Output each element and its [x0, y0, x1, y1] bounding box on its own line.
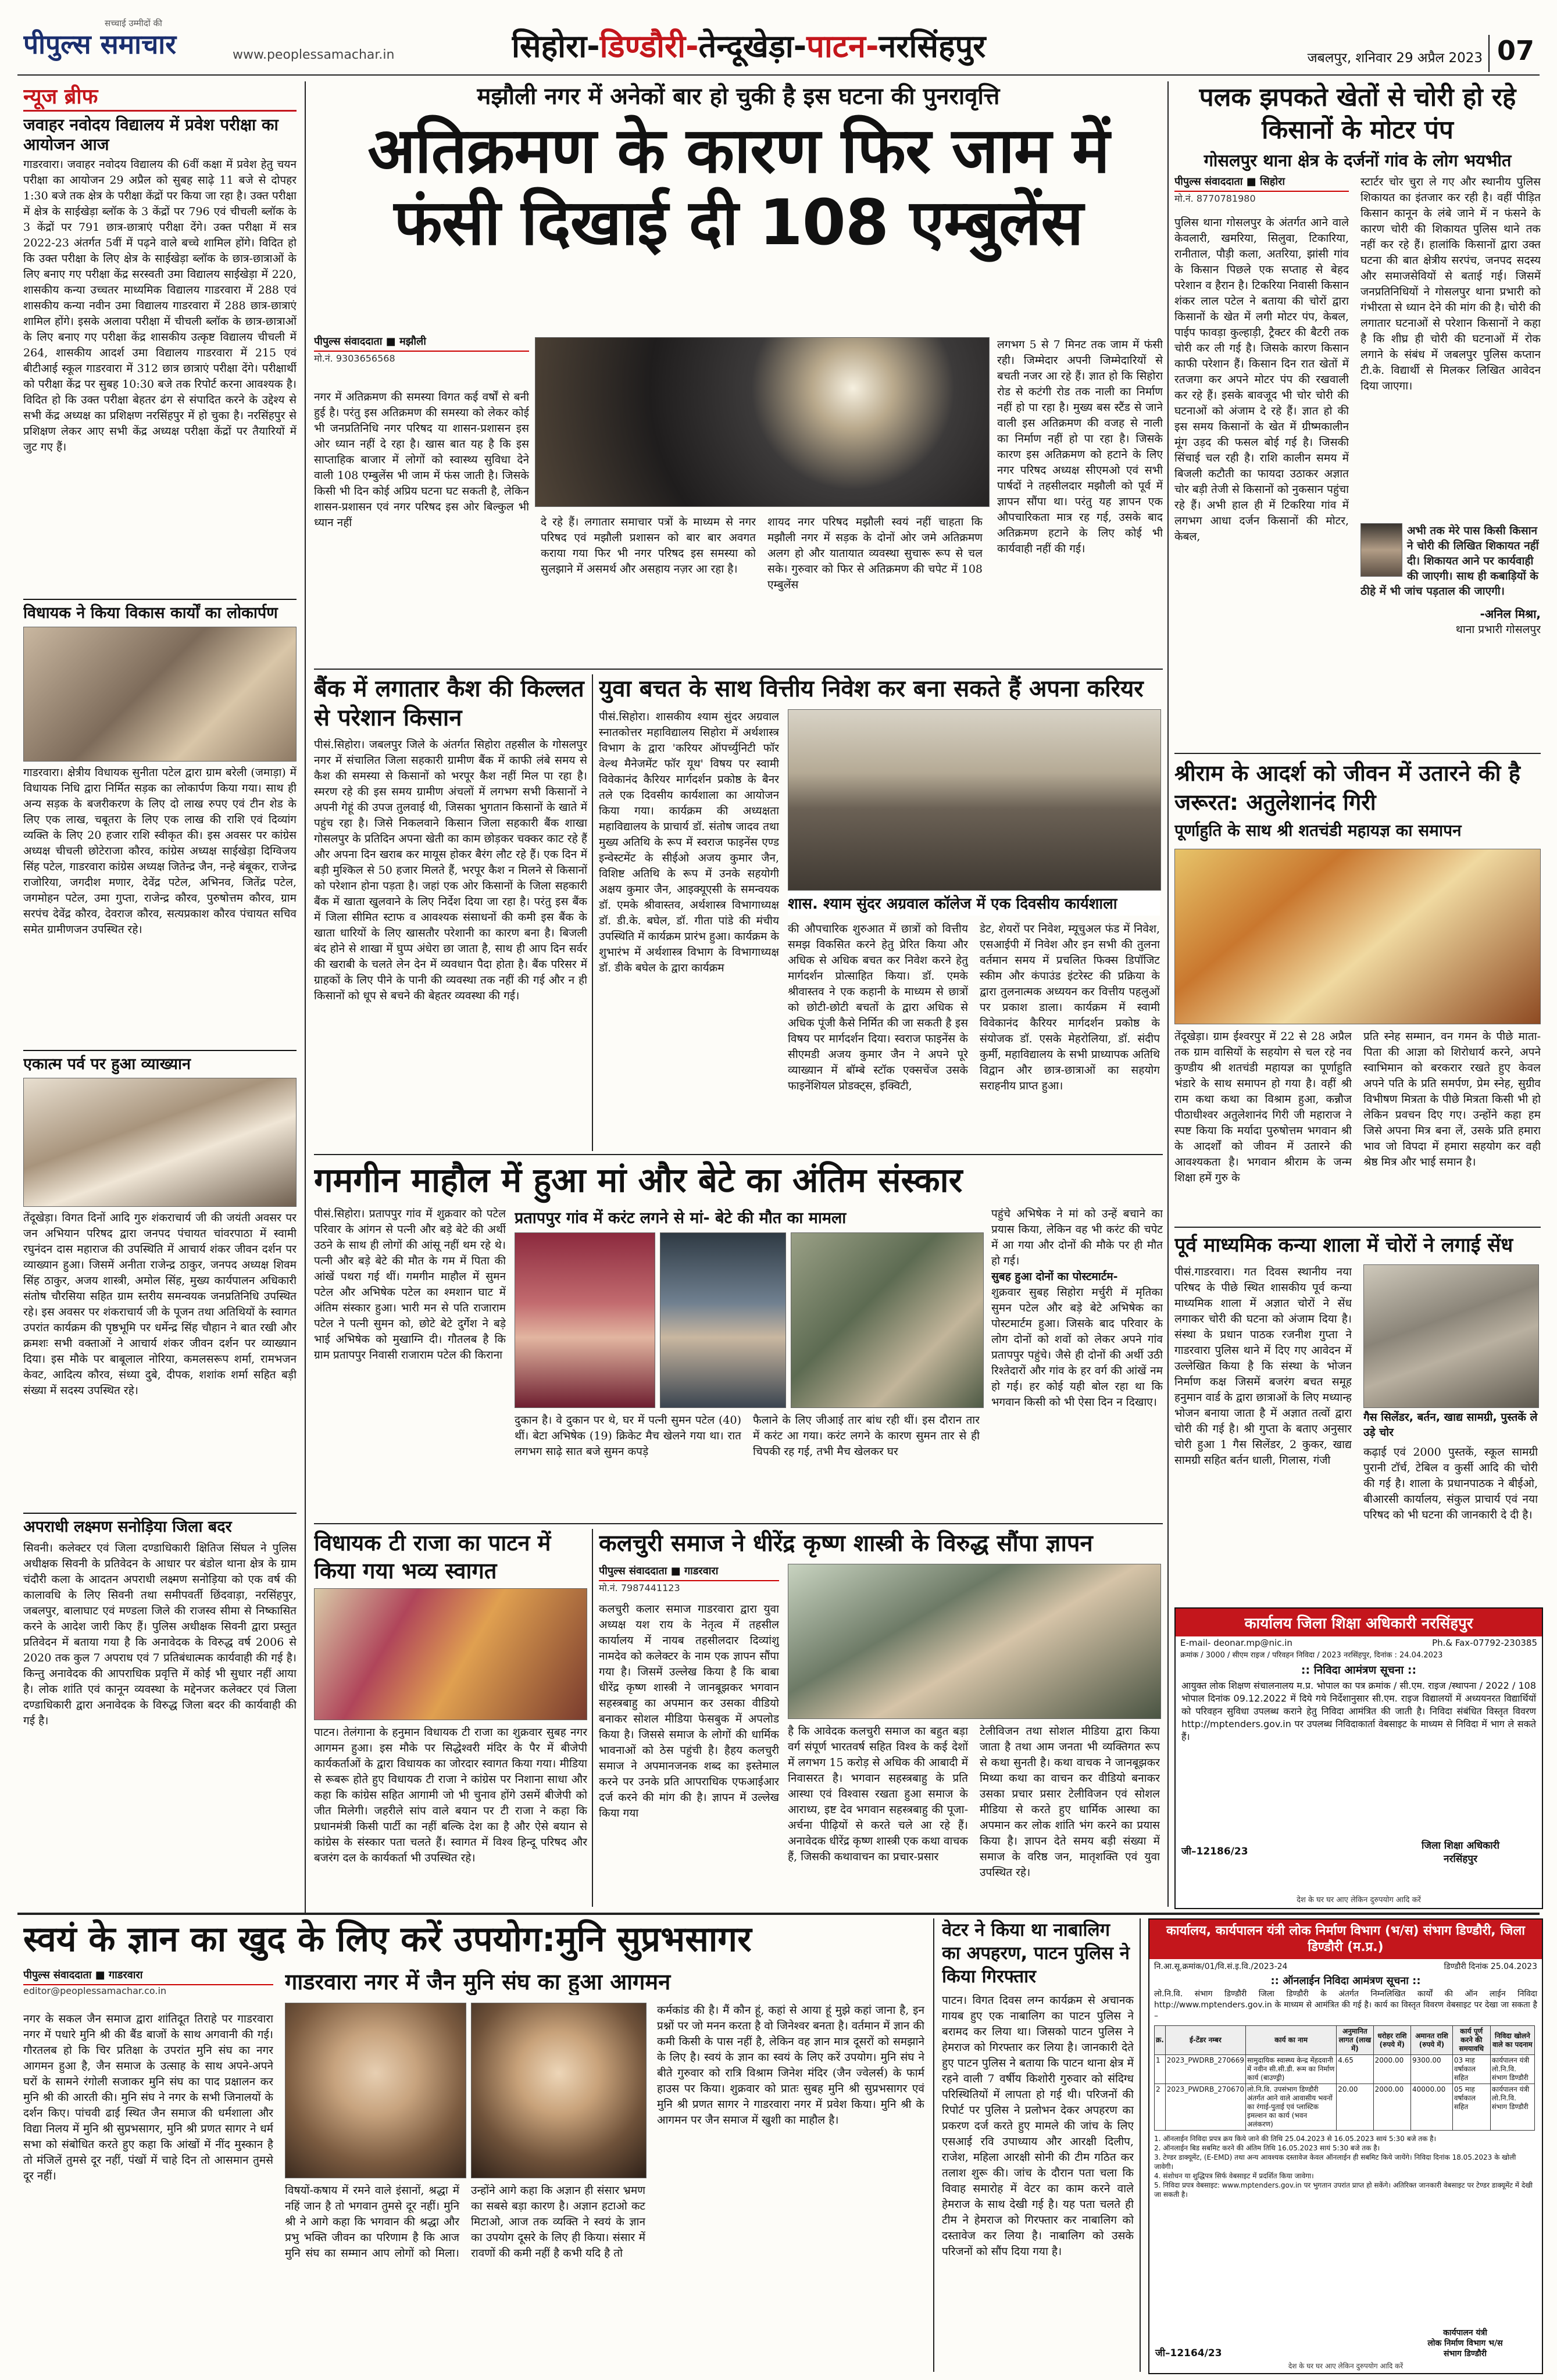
lead-story	[314, 81, 1163, 666]
bank-headline: बैंक में लगातार कैश की किल्लत से परेशान किसान	[314, 676, 584, 731]
lead-headline: अतिक्रमण के कारण फिर जाम में फंसी दिखाई दी 108 एम्बुलेंस	[367, 115, 1109, 259]
table-cell: 20.00	[1337, 2084, 1373, 2131]
inauguration-photo	[23, 627, 297, 762]
edu-ad-footer: देश के घर घर आए लेकिन दुरुपयोग आदि करें	[1297, 1896, 1421, 1904]
son-photo	[660, 1232, 786, 1408]
motor-mobile: मो.नं. 8770781980	[1174, 193, 1256, 204]
pwd-table-header-cell: क्र.	[1155, 2026, 1166, 2055]
pwd-table-header-cell: कार्य पूर्ण करने की समयावधि	[1452, 2026, 1490, 2055]
jain-byline-box	[23, 1968, 273, 2009]
pwd-table-header-cell: अमानत राशि (रुपये में)	[1411, 2026, 1453, 2055]
edu-ad-contact	[1176, 1636, 1542, 1649]
page-number: 07	[1488, 35, 1542, 72]
table-cell: 2023_PWDRB_270670	[1165, 2084, 1245, 2131]
quote-role: थाना प्रभारी गोसलपुर	[1455, 623, 1541, 636]
pwd-table-header-cell: धरोहर राशि (रुपये में)	[1373, 2026, 1410, 2055]
pwd-ad-table	[1154, 2025, 1535, 2131]
pwd-ad-title: कार्यालय, कार्यपालन यंत्री लोक निर्माण विभाग (भ/स) संभाग डिण्डौरी, जिला डिण्डौरी (म.प्र.)	[1149, 1920, 1542, 1959]
edition-title	[512, 23, 1209, 70]
motor-byline-box	[1174, 174, 1349, 209]
brief-title: विधायक ने किया विकास कार्यों का लोकार्पण	[23, 599, 297, 623]
brief-title: जवाहर नवोदय विद्यालय में प्रवेश परीक्षा का आयोजन आज	[23, 115, 278, 154]
mla-headline: विधायक टी राजा का पाटन में किया गया भव्य स्वागत	[314, 1530, 551, 1584]
column-divider	[933, 1918, 934, 2372]
kalchuri-col2: है कि आवेदक कलचुरी समाज का बहुत बड़ा वर्ग संपूर्ण भारतवर्ष सहित विश्व के कई देशों में लगभग 15 करोड़ से अधिक की आबादी में निवासरत है। भगवान सहस्त्रबाहु के प्रति आस्था एवं विश्वास रखता हुआ समाज के आराध्य, इष्ट देव भगवान सहस्त्रबाहु की पूजा-अर्चना पीढ़ियों से करते चले आ रहे हैं। अनावेदक धीरेंद्र कृष्ण शास्त्री एक कथा वाचक हैं, जिसकी कथावाचन का प्रचार-प्रसार	[788, 1725, 968, 1863]
lecture-photo	[23, 1078, 297, 1207]
table-cell: 4.65	[1337, 2055, 1373, 2084]
lead-mobile: मो.नं. 9303656568	[314, 353, 395, 364]
edition-part: नरसिंहपुर	[879, 28, 986, 65]
pwd-ad-footer: देश के घर घर आए लेकिन दुरुपयोग आदि करें	[1288, 2362, 1404, 2370]
mother-photo	[515, 1232, 655, 1408]
quote-author: -अनिल मिश्रा,	[1480, 607, 1541, 621]
police-quote-box	[1360, 523, 1541, 744]
logo-text: पीपुल्स समाचार	[23, 28, 177, 60]
school-caption: गैस सिलेंडर, बर्तन, खाद्य सामग्री, पुस्तकें ले उड़े चोर	[1363, 1411, 1538, 1439]
news-brief-heading: न्यूज ब्रीफ	[23, 81, 297, 112]
funeral-story	[314, 1160, 1163, 1520]
motor-theft-story	[1174, 81, 1541, 750]
section-rule	[314, 1523, 1163, 1524]
edu-ad-code: जी–12186/23	[1181, 1846, 1248, 1857]
kalchuri-story	[599, 1529, 1163, 1907]
table-cell: 05 माह वर्षाकाल सहित	[1452, 2084, 1490, 2131]
funeral-caption: दुकान है। वे दुकान पर थे, घर में पत्नी सुमन पटेल (40) थीं। बेटा अभिषेक (19) क्रिकेट मैच खेलने गया था। रात लगभग साढ़े सात बजे सुमन कपड़े	[515, 1414, 741, 1458]
edu-ad-email: E-mail- deonar.mp@nic.in	[1180, 1638, 1292, 1648]
table-cell: कार्यपालन यंत्री लो.नि.वि. संभाग डिण्डौरी	[1490, 2055, 1534, 2084]
pwd-ad-subtitle: :: ऑनलाईन निविदा आमंत्रण सूचना ::	[1270, 1975, 1421, 1987]
table-cell: 1	[1155, 2055, 1166, 2084]
pwd-table-header	[1155, 2026, 1535, 2055]
column-divider	[592, 1529, 593, 1907]
lead-col2: दे रहे हैं। लगातार समाचार पत्रों के माध्यम से नगर परिषद एवं मझौली प्रशासन को बार बार अवगत कराया गया फिर भी नगर परिषद इस समस्या को सुलझाने में असमर्थ और असहाय नज़र आ रहा है।	[541, 516, 756, 576]
lead-col4: लगभग 5 से 7 मिनट तक जाम में फंसी रही। जिम्मेदार अपनी जिम्मेदारियों से बचती नजर आ रहे हैं। ज्ञात हो कि सिहोरा रोड से कटंगी रोड तक नाली का निर्माण नहीं हो पा रहा है। मुख्य बस स्टैंड से जाने वाली इस अतिक्रमण की वजह से नाली का निर्माण नहीं हो पा रहा है। जिसके कारण इस अतिक्रमण को हटाने के लिए नगर परिषद अध्यक्ष सीएमओ एवं सभी पार्षदों ने तहसीलदार मझौली को पूर्व में ज्ञापन सौंपा था। परंतु यह ज्ञापन एक औपचारिकता मात्र रह गई, उसके बाद अतिक्रमण हटाने के लिए कोई भी कार्यवाही नहीं की गई।	[997, 338, 1163, 555]
edition-part: डिण्डौरी-	[599, 28, 699, 65]
minor-story	[942, 1918, 1134, 2372]
pwd-note: 1. ऑनलाईन निविदा प्रपत्र क्रय किये जाने की तिथि 25.04.2023 से 16.05.2023 सायं 5:30 बजे तक है।	[1154, 2135, 1437, 2143]
table-cell: 2	[1155, 2084, 1166, 2131]
mla-photo	[314, 1588, 587, 1720]
pwd-table-header-cell: ई-टेंडर नम्बर	[1165, 2026, 1245, 2055]
pwd-signature-sub: लोक निर्माण विभाग भ/स	[1427, 2339, 1503, 2348]
motor-subhead: गोसलपुर थाना क्षेत्र के दर्जनों गांव के लोग भयभीत	[1204, 151, 1512, 170]
muni-photo-1	[285, 2003, 466, 2178]
muni-photo-2	[471, 2003, 647, 2178]
table-cell: 2023_PWDRB_270669	[1165, 2055, 1245, 2084]
shriram-col1: तेंदूखेड़ा। ग्राम ईश्वरपुर में 22 से 28 अप्रैल तक ग्राम वासियों के सहयोग से चल रहे नव कुण्डीय श्री शतचंडी महायज्ञ का पूर्णाहुति भंडारे के साथ समापन हो गया है। वहीं श्री राम कथा कथा का विश्राम हुआ, कन्नौज पीठाधीश्वर अतुलेशानंद गिरी जी महाराज ने स्पष्ट किया कि मर्यादा पुरुषोत्तम भगवान श्री के आदर्शों को जीवन में उतारने की आवश्यकता है। भगवान श्रीराम के जन्म शिक्षा हमें गुरु के	[1174, 1030, 1352, 1184]
workshop-photo	[788, 709, 1161, 891]
bank-story	[314, 674, 587, 1151]
website[interactable]: www.peoplessamachar.in	[233, 48, 395, 62]
minor-headline: वेटर ने किया था नाबालिग का अपहरण, पाटन पुलिस ने किया गिरफ्तार	[942, 1920, 1130, 1987]
youth-headline: युवा बचत के साथ वित्तीय निवेश कर बना सकते हैं अपना करियर	[599, 676, 1144, 702]
pwd-table-header-cell: अनुमानित लागत (लाख में)	[1337, 2026, 1373, 2055]
edition-part: पाटन-	[806, 28, 879, 65]
edition-part: सिहोरा-	[512, 28, 600, 65]
pwd-ad-ref: नि.आ.सू.क्रमांक/01/वि.सं.इ.वि./2023-24	[1154, 1962, 1288, 1971]
edu-ad-text: आयुक्त लोक शिक्षण संचालनालय म.प्र. भोपाल का पत्र क्रमांक / सी.एम. राइज /स्थापना / 2022 / 108 भोपाल दिनांक 09.12.2022 में दिये गये निर्देशानुसार सी.एम. राइज विद्यालयों में अध्ययनरत विद्यार्थियों को परिवहन सुविधा उपलब्ध कराने हेतु निविदा आमंत्रित की जाती है। निविदा संबंधित विस्तृत विवरण http://mptenders.gov.in पर उपलब्ध निविदाकार्ता वेबसाइट के माध्यम से निविदा में भाग ले सकते हैं।	[1181, 1680, 1536, 1742]
shriram-col2: प्रति स्नेह सम्मान, वन गमन के पीछे माता-पिता की आज्ञा को शिरोधार्य करने, अपने स्वाभिमान को बरकरार रखते हुए केवल अपने पति के प्रति समर्पण, प्रेम स्नेह, सुग्रीव विभीषण मित्रता के पीछे मित्रता किसी भी हो लेकिन प्रवचन दिए गए। उन्होंने कहा हम जिसे अपना मित्र बना लें, उसके प्रति हमारा भाव जो विपदा में हमारा सहयोग कर वही श्रेष्ठ मित्र और भाई समान है।	[1363, 1030, 1541, 1168]
funeral-caption2: फैलाने के लिए जीआई तार बांध रही थीं। इस दौरान तार में करंट आ गया। करंट लगने के कारण सुमन तार से ही चिपकी रह गई, तभी मैच खेलकर घर	[753, 1414, 980, 1458]
jain-headline: स्वयं के ज्ञान का खुद के लिए करें उपयोग:मुनि सुप्रभसागर	[23, 1919, 752, 1960]
school-photo	[1363, 1264, 1539, 1408]
kalchuri-mobile: मो.नं. 7987441123	[599, 1582, 680, 1593]
youth-col1: पीसं.सिहोरा। शासकीय श्याम सुंदर अग्रवाल स्नातकोत्तर महाविद्यालय सिहोरा में अर्थशास्त्र विभाग के द्वारा 'करियर ऑपर्च्युनिटी फॉर वेल्थ मैनेजमेंट फॉर यूथ' विषय पर स्वामी विवेकानंद कैरियर मार्गदर्शन प्रकोष्ठ के बैनर तले एक दिवसीय कार्यशाला का आयोजन किया गया। कार्यक्रम की अध्यक्षता महाविद्यालय के प्राचार्य डॉ. संतोष जादव तथा मुख्य अतिथि के रूप में स्वराज फाइनेंस एण्ड इन्वेस्टमेंट के सीईओ अजय कुमार जैन, विशिष्ट अतिथि के रूप में उनके सहयोगी अक्षय कुमार जैन, आइक्यूएसी के समन्वयक डॉ. एमके श्रीवास्तव, अर्थशास्त्र विभागाध्यक्ष डॉ. डी.के. बघेल, डॉ. गीता पांडे की मंचीय उपस्थिति में कार्यक्रम प्रारंभ हुआ। कार्यक्रम के शुभारंभ में अर्थशास्त्र विभाग के विभागाध्यक्ष डॉ. डीके बघेल के द्वारा कार्यक्रम	[599, 710, 779, 974]
mla-story	[314, 1529, 587, 1907]
shriram-story	[1174, 759, 1541, 1224]
masthead	[0, 0, 1557, 76]
brief-text: तेंदूखेड़ा। विगत दिनों आदि गुरु शंकराचार्य जी की जयंती अवसर पर जन अभियान परिषद द्वारा जनपद पंचायत चांवरपाठा में स्वामी रघुनंदन दास महाराज की उपस्थिति में आचार्य शंकर जीवन दर्शन पर व्याख्यान हुआ। जिसमें अनीता राजेन्द्र ठाकुर, जनपद अध्यक्ष शिवम सिंह ठाकुर, अजय शास्त्री, अमोल सिंह, मुख्य कार्यपालन अधिकारी संतोष चौरसिया सहित ग्राम स्तरीय समन्वयक जनप्रतिनिधि उपस्थित रहे। इस अवसर पर शंकराचार्य जी के पूजन तथा अतिथियों के स्वागत उपरांत कार्यक्रम की पृष्ठभूमि पर धर्मेन्द्र सिंह चौहान ने बात रखी और क्रमशः सभी वक्ताओं ने आचार्य शंकर जीवन दर्शन पर व्याख्यान दिया। इस मौके पर बाबूलाल नोरिया, कमलसरूप शर्मा, रामभजन केवट, आदित्य कौरव, संध्या दुबे, दीपक, शशांक शर्मा सहित बड़ी संख्या में सदस्य उपस्थित रहे।	[23, 1212, 297, 1397]
lead-col3: शायद नगर परिषद मझौली स्वयं नहीं चाहता कि मझौली नगर में सड़क के दोनों ओर जमे अतिक्रमण अलग हो और यातायात व्यवस्था सुचारू रूप से चल सके। गुरुवार को फिर से अतिक्रमण की चपेट में 108 एम्बुलेंस	[767, 516, 983, 591]
table-cell: 2000.00	[1373, 2055, 1410, 2084]
motor-col1: पुलिस थाना गोसलपुर के अंतर्गत आने वाले केवलारी, खमरिया, सिलुवा, टिकारिया, रानीताल, पौड़ी कला, अतरिया, झांसी गांव के किसान पिछले एक सप्ताह से बेहद परेशान व हैरान है। टिकरिया निवासी किसान शंकर लाल पटेल ने बताया की चोरों द्वारा किसानों के खेत में लगी मोटर पंप, केबल, पाईप फावड़ा कुल्हाड़ी, ट्रैक्टर की बैटरी तक चोरी कर ली गई है। जिसके कारण किसान काफी परेशान हैं। किसान दिन रात खेतों में रतजगा कर अपने मोटर पंप की रखवाली कर रहे हैं। इसके बावजूद भी चोर चोरी की घटनाओं को अंजाम दे रहे हैं। ज्ञात हो की इस समय किसानों के खेत में ग्रीष्मकालीन मूंग उड़द की फसल बोई गई है। जिसकी सिंचाई चल रही है। राशि कालीन समय में बिजली कटौती का फायदा उठाकर अज्ञात चोर बड़ी तेजी से किसानों को नुकसान पहुंचा रहे हैं। अभी हाल ही में टिकरिया गांव में लगभग आधा दर्जन किसानों की मोटर, केबल,	[1174, 216, 1349, 543]
pwd-ad-meta	[1149, 1959, 1542, 1974]
shriram-subhead: पूर्णाहुति के साथ श्री शतचंडी महायज्ञ का समापन	[1174, 821, 1462, 840]
kalchuri-byline-box	[599, 1564, 779, 1599]
shriram-headline: श्रीराम के आदर्श को जीवन में उतारने की है जरूरत: अतुलेशानंद गिरी	[1174, 760, 1520, 815]
news-brief-column	[23, 81, 297, 1913]
table-cell: लो.नि.वि. उपसंभाग डिण्डौरी अंतर्गत आने वाले आवासीय भवनों का रंगाई-पुताई एवं प्लास्टिक इमल्शन का कार्य (भवन अलंकरण)	[1246, 2084, 1337, 2131]
pwd-signature-title: कार्यपालन यंत्री	[1443, 2328, 1487, 2338]
jain-email[interactable]: editor@peoplessamachar.co.in	[23, 1985, 167, 1996]
funeral-col3b-text: शुक्रवार सुबह सिहोरा मर्चुरी में मृतिका सुमन पटेल और बड़े बेटे अभिषेक का पोस्टमार्टम हुआ। जिसके बाद परिवार के लोग दोनों को शवों को लेकर अपने गांव प्रतापपुर पहुंचे। जैसे ही दोनों की अर्थी उठी रिश्तेदारों और गांव के हर वर्ग की आंखें नम हो गई। हर कोई यही बोल रहा था कि भगवान किसी को भी ऐसा दिन न दिखाए।	[991, 1286, 1163, 1409]
kalchuri-col3: टेलीविजन तथा सोशल मीडिया द्वारा किया जाता है तथा आम जनता भी व्यक्तिगत रूप से कथा सुनती है। कथा वाचक ने जानबूझकर मिथ्या कथा का वाचन कर वीडियो बनाकर उसका प्रचार प्रसार टेलीविजन एवं सोशल मीडिया से करते हुए धार्मिक आस्था का अपमान कर लोक शांति भंग करने का प्रयास किया है। ज्ञापन देते समय बड़ी संख्या में समाज के वरिष्ठ जन, मातृशक्ति एवं युवा उपस्थित रहे।	[980, 1725, 1160, 1879]
pwd-note: 3. टेण्डर डाक्यूमेंट, (E-EMD) तथा अन्य आवश्यक दस्तावेज केवल ऑनलाईन ही सबमिट किये जायेंगे। निविदा दिनांक 18.05.2023 के खोली जावेगी।	[1154, 2153, 1516, 2171]
mla-text: पाटन। तेलंगाना के हनुमान विधायक टी राजा का शुक्रवार सुबह नगर आगमन हुआ। इस मौके पर सिद्धेश्वरी मंदिर के पैर में बीजेपी कार्यकर्ताओं के द्वारा विधायक का जोरदार स्वागत किया गया। मीडिया से रूबरू होते हुए विधायक टी राजा ने कांग्रेस पर निशाना साधा और कहा कि कांग्रेस सहित आगामी जो भी चुनाव होंगे उसमें बीजेपी को जीत मिलेगी। जहरीले सांप वाले बयान पर टी राजा ने कहा कि प्रधानमंत्री किसी पार्टी का नहीं बल्कि देश का है और ऐसे बयान से कांग्रेस के संस्कार पता चलते हैं। स्वागत में विश्व हिन्दू परिषद और बजरंग दल के कार्यकर्ता भी उपस्थित रहे।	[314, 1726, 587, 1864]
motor-headline: पलक झपकते खेतों से चोरी हो रहे किसानों के मोटर पंप	[1199, 83, 1516, 145]
bottom-section-rule	[17, 1913, 1540, 1915]
column-divider	[592, 674, 593, 1151]
logo	[23, 17, 233, 64]
column-divider	[305, 81, 306, 1913]
masthead-rule	[17, 74, 1540, 76]
brief-title: अपराधी लक्ष्मण सनोड़िया जिला बदर	[23, 1513, 297, 1537]
column-divider	[1167, 81, 1169, 1907]
kalchuri-headline: कलचुरी समाज ने धीरेंद्र कृष्ण शास्त्री के विरुद्ध सौंपा ज्ञापन	[599, 1530, 1093, 1557]
pwd-note: 4. संशोधन या शुद्धिपत्र सिर्फ वेबसाइट में प्रदर्शित किया जावेगा।	[1154, 2172, 1314, 2180]
pwd-ad-date: डिण्डौरी दिनांक 25.04.2023	[1444, 1962, 1537, 1971]
kalchuri-byline: पीपुल्स संवाददाता ■ गाडरवारा	[599, 1564, 779, 1581]
lead-col1: नगर में अतिक्रमण की समस्या विगत कई वर्षों से बनी हुई है। परंतु इस अतिक्रमण की समस्या को लेकर कोई भी जनप्रतिनिधि नगर परिषद या शासन-प्रशासन इस ओर ध्यान नहीं दे रहा है। खास बात यह है कि इस साप्ताहिक बाजार में लोगों को स्वास्थ्य सुविधा देने वाली 108 एम्बुलेंस भी जाम में फंस जाती है। जिसके किसी भी दिन कोई अप्रिय घटना घट सकती है, लेकिन शासन-प्रशासन एवं नगर परिषद इस ओर बिल्कुल भी ध्यान नहीं	[314, 391, 529, 529]
pwd-tender-ad	[1148, 1918, 1543, 2374]
jain-col1: नगर के सकल जैन समाज द्वारा शांतिदूत तिराहे पर गाडरवारा नगर में पधारे मुनि श्री की बैंड बाजों के साथ अगवानी की गई। गौरतलब हो कि चिर प्रतिक्षा के उपरांत मुनि संघ का नगर आगमन हुआ है, जैन समाज के उत्साह के साथ अपने-अपने घरों के सामने रंगोली सजाकर मुनि संघ का पाद प्रक्षालन कर मुनि श्री की आरती की। मुनि संघ ने नगर के सभी जिनालयों के दर्शन किए। पांचवी ढाई स्थित जैन समाज की धर्मशाला और विद्या निलय में मुनि श्री सुप्रभसागर, मुनि श्री प्रणत सागर ने धर्म सभा को संबोधित करते हुए कहा कि आंखों में नींद मुस्कान है तो मंजिलें तुमसे दूर नहीं, पंखों में चाहे दिन तो आसमान तुमसे दूर नहीं।	[23, 2013, 273, 2182]
edu-ad-phone: Ph.& Fax-07792-230385	[1432, 1638, 1537, 1648]
kalchuri-col1-text: कलचुरी कलार समाज गाडरवारा द्वारा युवा अध्यक्ष यश राय के नेतृत्व में तहसील कार्यालय में नायब तहसीलदार दिव्यांशु नामदेव को कलेक्टर के नाम एक ज्ञापन सौंपा गया है। जिसमें उल्लेख किया है कि बाबा धीरेंद्र कृष्ण शास्त्री ने जानबूझकर भगवान सहस्त्रबाहु का अपमान कर उसका वीडियो बनाकर सोशल मीडिया फेसबुक में अपलोड किया है। जिससे समाज के लोगों की धार्मिक भावनाओं को ठेस पहुंची है। हैहय कलचुरी समाज ने अपमानजनक शब्द का इस्तेमाल करने पर उनके प्रति आपराधिक एफआईआर दर्ज करने की मांग की है।	[599, 1603, 779, 1804]
section-rule	[1174, 1227, 1541, 1228]
funeral-subhead: प्रतापपुर गांव में करंट लगने से मां- बेटे की मौत का मामला	[515, 1209, 847, 1227]
brief-text: सिवनी। कलेक्टर एवं जिला दण्डाधिकारी क्षितिज सिंघल ने पुलिस अधीक्षक सिवनी के प्रतिवेदन के आधार पर बंडोल थाना क्षेत्र के ग्राम चंदौरी कला के आदतन अपराधी लक्ष्मण सनोड़िया को एक वर्ष की कालावधि के लिए सिवनी तथा समीपवर्ती छिंदवाड़ा, नरसिंहपुर, जबलपुर, बालाघाट एवं मण्डला जिले की राजस्व सीमा से निष्कासित करने के आदेश जारी किए हैं। पुलिस अधीक्षक सिवनी द्वारा प्रस्तुत प्रतिवेदन में बताया गया है कि अनावेदक के विरुद्ध वर्ष 2006 से 2020 तक कुल 7 अपराध एवं 7 प्रतिबंधात्मक कार्यवाही की गई है। किन्तु अनावेदक की आपराधिक प्रवृत्ति में कोई भी सुधार नहीं आया है। लोक शांति एवं कानून व्यवस्था के मद्देनजर कलेक्टर एवं जिला दण्डाधिकारी द्वारा अनावेदक के विरुद्ध जिला बदर की कार्यवाही की गई है।	[23, 1542, 297, 1727]
minor-text: पाटन। विगत दिवस लग्न कार्यक्रम से अचानक गायब हुए एक नाबालिग का पाटन पुलिस ने बरामद कर लिया था। जिसको पाटन पुलिस ने हेमराज को गिरफ्तार कर लिया है। जानकारी देते हुए पाटन पुलिस ने बताया कि पाटन थाना क्षेत्र में रहने वाली 7 वर्षीय किशोरी गुरुवार को संदिग्ध परिस्थितियों में लापता हो गई थी। परिजनों की रिपोर्ट पर पुलिस ने प्रलोभन देकर अपहरण का प्रकरण दर्ज करते हुए मामले की जांच के लिए एसआई रवि उपाध्याय और आरक्षी दिलीप, राजेश, महिला आरक्षी सोनी की टीम गठित कर तलाश शुरू की। जांच के दौरान पता चला कि विवाह समारोह में वेटर का काम करने वाले हेमराज के साथ देखी गई है। यह पता चलते ही टीम ने हेमराज को गिरफ्तार कर नाबालिग को दस्तावेज कर लिया है। नाबालिग को उसके परिजनों को सौंप दिया गया है।	[942, 1994, 1134, 2258]
table-row	[1155, 2084, 1535, 2131]
funeral-col1: पीसं.सिहोरा। प्रतापपुर गांव में शुक्रवार को पटेल परिवार के आंगन से पत्नी और बड़े बेटे की अर्थी उठने के साथ ही लोगों की आंसू नहीं थम रहे थे। पत्नी और बड़े बेटे की मौत के गम में पिता की आंखें पथरा गई थीं। गमगीन माहौल में सुमन पटेल और अभिषेक पटेल का श्मशान घाट में अंतिम संस्कार हुआ। भारी मन से पति राजाराम पटेल ने पत्नी सुमन को, छोटे बेटे दुर्गेश ने बड़े भाई अभिषेक को मुखाग्नि दी। गौतलब है कि ग्राम प्रतापपुर निवासी राजाराम पटेल की किराना	[314, 1207, 506, 1361]
edu-ad-signature-title: जिला शिक्षा अधिकारी	[1422, 1840, 1499, 1852]
pwd-signature-place: संभाग डिण्डौरी	[1444, 2349, 1487, 2358]
jain-subhead: गाडरवारा नगर में जैन मुनि संघ का हुआ आगमन	[285, 1969, 671, 1995]
brief-title: एकात्म पर्व पर हुआ व्याख्यान	[23, 1050, 297, 1074]
brief-text: गाडरवारा। जवाहर नवोदय विद्यालय की 6वीं कक्षा में प्रवेश हेतु चयन परीक्षा का आयोजन 29 अप्रैल को सुबह साढ़े 11 बजे से दोपहर 1:30 बजे तक क्षेत्र के परीक्षा केंद्रों पर किया जा रहा है। उक्त परीक्षा में क्षेत्र के साईखेड़ा ब्लॉक के 3 केंद्रों पर 796 एवं चीचली ब्लॉक के 3 केंद्रों पर 791 छात्र-छात्राएं परीक्षा देंगे। उक्त परीक्षा में सत्र 2022-23 अंतर्गत 5वीं में पढ़ने वाले बच्चे शामिल होंगे। विदित हो कि उक्त परीक्षा के लिए क्षेत्र के साईखेड़ा ब्लॉक के छात्र-छात्राओं के लिए बनाए गए परीक्षा केंद्र सरस्वती उमा विद्यालय साईखेड़ा में 220, शासकीय कन्या उच्चतर माध्यमिक विद्यालय गाडरवारा में 288 एवं शासकीय कन्या नवीन उमा विद्यालय गाडरवारा में 288 छात्र-छात्राएं शामिल होंगे। इसके अलावा परीक्षा में चीचली ब्लॉक के छात्र-छात्राओं के लिए बनाए गए परीक्षा केंद्र शासकीय उत्कृष्ट विद्यालय चीचली में 264, शासकीय आदर्श उमा विद्यालय गाडरवारा में 215 एवं बीटीआई स्कूल गाडरवारा में 312 छात्र छात्राएं परीक्षा देंगे। परीक्षार्थी को परीक्षा केंद्र पर सुबह 10:30 बजे तक रिपोर्ट करना आवश्यक है। विदित हो कि उक्त परीक्षा बेहतर ढंग से संपादित करने के उद्देश्य से सभी केंद्र अध्यक्ष का प्रशिक्षण नरसिंहपुर में हो चुका है। नरसिंहपुर से प्रशिक्षण लेकर आए सभी केंद्र अध्यक्ष परीक्षा केंद्रों पर तैयारियों में जुट गए हैं।	[23, 158, 297, 453]
dateline: जबलपुर, शनिवार 29 अप्रैल 2023	[1307, 51, 1483, 66]
table-cell: 40000.00	[1411, 2084, 1453, 2131]
table-cell: 9300.00	[1411, 2055, 1453, 2084]
brief-text: गाडरवारा। क्षेत्रीय विधायक सुनीता पटेल द्वारा ग्राम बरेली (जमाड़ा) में विधायक निधि द्वारा निर्मित सड़क का लोकार्पण किया गया। साथ ही अन्य सड़क के बजरीकरण के लिए दो लाख रुपए एवं टीन शेड के लिए एक लाख, चबूतरा के लिए एक लाख की राशि एवं दिव्यांग व्यक्ति के लिए 20 हजार राशि स्वीकृत की। इस अवसर पर कांग्रेस अध्यक्ष चीचली छोटेराजा कौरव, कांग्रेस अध्यक्ष साईखेड़ा दिग्विजय सिंह पटेल, गाडरवारा कांग्रेस अध्यक्ष जितेन्द्र जैन, नन्हे बंबूकर, राजेन्द्र राजोरिया, जगदीश मणार, देवेंद्र पटेल, अभिनव, जितेंद्र पटेल, जगमोहन पटेल, उमा गुप्ता, राजेन्द्र कौरव, पुरुषोत्तम कौरव, ग्राम सरपंच देवेंद्र कौरव, देवराज कौरव, सत्यप्रकाश कौरव पंचायत सचिव समेत ग्रामीणजन उपस्थित रहे।	[23, 766, 297, 936]
lead-byline: पीपुल्स संवाददाता ■ मझौली	[314, 334, 529, 352]
school-col1: पीसं.गाडरवारा। गत दिवस स्थानीय नया परिषद के पीछे स्थित शासकीय पूर्व कन्या माध्यमिक शाला में अज्ञात चोरों ने सेंध लगाकर चोरी की घटना को अंजाम दिया है। संस्था के प्रधान पाठक रजनीश गुप्ता ने गाडरवारा पुलिस थाने में दिए गए आवेदन में उल्लेखित किया है कि संस्था के भोजन निर्माण कक्ष जिसमें बजरंग बचत समूह हनुमान वार्ड के द्वारा छात्राओं के लिए मध्यान्ह भोजन बनाया जाता है में अज्ञात तत्वों द्वारा चोरी की गई है। श्री गुप्ता के बताए अनुसार चोरी हुआ 1 गैस सिलेंडर, 2 कुकर, खाद्य सामग्री सहित बर्तन धाली, गिलास, गंजी	[1174, 1266, 1352, 1467]
memorandum-photo	[788, 1564, 1161, 1719]
funeral-subsection-title: सुबह हुआ दोनों का पोस्टमार्टम-	[991, 1270, 1118, 1283]
yagya-photo	[1174, 849, 1541, 1024]
column-divider	[1140, 1918, 1141, 2372]
education-tender-ad	[1174, 1607, 1543, 1909]
funeral-col3	[991, 1206, 1163, 1517]
school-theft-story	[1174, 1232, 1541, 1604]
pwd-ad-notes	[1149, 2133, 1542, 2200]
lead-kicker: मझौली नगर में अनेकों बार हो चुकी है इस घटना की पुनरावृत्ति	[477, 83, 1000, 110]
edu-ad-signature	[1385, 1838, 1536, 1865]
jain-col3: कर्मकांड की है। मैं कौन हूं, कहां से आया हूं मुझे कहां जाना है, इन प्रश्नों पर जो मनन करता है वो जिनेश्वर बनता है। वर्तमान में ज्ञान की कमी किसी के पास नहीं है, लेकिन वह ज्ञान मात्र दूसरों को समझाने के लिए है। स्वयं के ज्ञान का स्वयं के लिए करें उपयोग। मुनि संघ ने बीते गुरुवार को रात्रि विश्राम जिनेश मंदिर (जैन ज्वेलर्स) के फार्म हाउस पर किया। शुक्रवार को प्रातः सुबह मुनि श्री सुप्रभसागर एवं मुनि श्री प्रणत सागर ने गाडरवारा नगर में प्रवेश किया। मुनि श्री के आगमन पर जैन समाज में खुशी का माहौल है।	[657, 2004, 924, 2127]
table-cell: सामुदायिक स्वास्थ्य केन्द्र मेंहदवानी में नवीन सी.सी.डी. रूम का निर्माण कार्य (बाउण्ड्री)	[1246, 2055, 1337, 2084]
kalchuri-col1	[599, 1602, 779, 1904]
section-rule	[1174, 753, 1541, 754]
jain-col2: विषयों-कषाय में रमने वाले इंसानों, श्रद्धा में नहिं जान है तो भगवान तुमसे दूर नहीं। मुनि श्री ने आगे कहा कि भगवान की श्रद्धा और प्रभु भक्ति जीवन का परिणाम है कि आज मुनि संघ का सम्मान आप लोगों को मिला। उन्होंने आगे कहा कि अज्ञान ही संसार भ्रमण का सबसे बड़ा कारण है। अज्ञान हटाओ कट मिटाओ, आज तक व्यक्ति ने स्वयं के ज्ञान का उपयोग दूसरे के लिए ही किया। संसार में रावणों की कमी नहीं है कभी यदि है तो	[285, 2184, 645, 2260]
youth-story	[599, 674, 1163, 1151]
officer-photo	[1360, 523, 1402, 577]
pwd-table-header-cell: निविदा खोलने वाले का पदनाम	[1490, 2026, 1534, 2055]
edu-ad-signature-place: नरसिंहपुर	[1444, 1853, 1477, 1865]
table-cell: कार्यपालन यंत्री लो.नि.वि. संभाग डिण्डौरी	[1490, 2084, 1534, 2131]
table-cell: 03 माह वर्षाकाल सहित	[1452, 2055, 1490, 2084]
youth-col3: डेट, शेयरों पर निवेश, म्यूचुअल फंड में निवेश, एसआईपी में निवेश और इन सभी की तुलना वर्तमान समय में प्रचलित फिक्स डिपॉजिट स्कीम और कंपाउंड इंटरेस्ट की प्रक्रिया के द्वारा तुलनात्मक अध्ययन कर वित्तीय पहलुओं पर प्रकाश डाला। कार्यक्रम में स्वामी विवेकानंद कैरियर मार्गदर्शन प्रकोष्ठ के संयोजक डॉ. एसके मेहरोलिया, डॉ. संदीप कुर्मी, महाविद्यालय के सभी प्राध्यापक अतिथि विद्वान और छात्र-छात्राओं का सहयोग सराहनीय प्राप्त हुआ।	[980, 923, 1160, 1092]
logo-tagline: सच्चाई उम्मीदों की	[105, 18, 162, 28]
pwd-table-header-cell: कार्य का नाम	[1246, 2026, 1337, 2055]
section-rule	[314, 1154, 1163, 1155]
school-col2: कढ़ाई एवं 2000 पुस्तकें, स्कूल सामग्री पुरानी टॉर्च, टेबिल व कुर्सी आदि की चोरी की गई है। शाला के प्रधानपाठक ने बीईओ, बीआरसी कार्यालय, संकुल प्राचार्य एवं नया परिषद को भी घटना की जानकारी दे दी है।	[1363, 1446, 1538, 1521]
pwd-note: 5. निविदा प्रपत्र वेबसाइट: www.mptenders.gov.in पर भुगतान उपरांत प्राप्त हो सकेंगे। अतिरिक्त जानकारी वेबसाइट पर टेण्डर डाक्यूमेंट में देखी जा सकती है।	[1154, 2181, 1533, 2199]
youth-caption: शास. श्याम सुंदर अग्रवाल कॉलेज में एक दिवसीय कार्यशाला	[788, 892, 1160, 916]
pwd-note: 2. ऑनलाईन बिड सबमिट करने की अंतिम तिथि 16.05.2023 सायं 5:30 बजे तक है।	[1154, 2144, 1380, 2152]
youth-col2: की औपचारिक शुरुआत में छात्रों को वित्तीय समझ विकसित करने हेतु प्रेरित किया और अधिक से अधिक बचत कर निवेश करने हेतु मार्गदर्शन प्रोत्साहित किया। डॉ. एमके श्रीवास्तव ने एक कहानी के माध्यम से छात्रों को छोटी-छोटी बचतों के द्वारा अधिक से अधिक पूंजी कैसे निर्मित की जा सकती है इस विषय पर मार्गदर्शन दिया। स्वराज फाइनेंस के सीएमडी अजय कुमार जैन ने अपने पूरे व्याख्यान में बॉम्बे स्टॉक एक्सचेंज उसके फाइनेंशियल प्रोडक्ट्स, इक्विटी,	[788, 923, 968, 1092]
funeral-col3-text: पहुंचे अभिषेक ने मां को उन्हें बचाने का प्रयास किया, लेकिन वह भी करंट की चपेट में आ गया और दोनों की मौके पर ही मौत हो गई।	[991, 1207, 1163, 1267]
jain-byline: पीपुल्स संवाददाता ■ गाडरवारा	[23, 1968, 273, 1985]
edu-ad-ref: क्रमांक / 3000 / सीएम राइज / परिवहन निविदा / 2023 नरसिंहपुर, दिनांक : 24.04.2023	[1180, 1651, 1443, 1660]
section-rule	[314, 669, 1163, 670]
lead-byline-box	[314, 334, 529, 381]
pwd-ad-code: जी–12164/23	[1155, 2347, 1222, 2359]
police-quote: अभी तक मेरे पास किसी किसान ने चोरी की लिखित शिकायत नहीं दी। शिकायत आने पर कार्यवाही की जाएगी। साथ ही कबाड़ियों के ठीहे में भी जांच पड़ताल की जाएगी।	[1360, 524, 1539, 598]
motor-byline: पीपुल्स संवाददाता ■ सिहोरा	[1174, 174, 1349, 192]
bank-text: पीसं.सिहोरा। जबलपुर जिले के अंतर्गत सिहोरा तहसील के गोसलपुर नगर में संचालित जिला सहकारी ग्रामीण बैंक में काफी लंबे समय से कैश की समस्या से किसानों को भरपूर कैश नहीं मिल पा रहा है। स्मरण रहे की इस समय ग्रामीण अंचलों में लगभग सभी किसानों ने अपनी गेहूं की उपज तुलवाई थी, जिसका भुगतान किसानों के खाते में पहुंच रहा है। जिसे निकलवाने किसान जिला सहकारी बैंक शाखा गोसलपुर के प्रतिदिन अपना खेती का काम छोड़कर चक्कर काट रहे हैं और अपना दिन खराब कर मायूस होकर बैरंग लौट रहे हैं। एक दिन में बड़ी मुश्किल से 50 हजार मिलते हैं, भरपूर कैश न मिलने से किसानों को परेशान होना पड़ता है। जहां एक ओर किसानों के जिला सहकारी बैंक में खाता खुलवाने के लिए निर्देश दिया जा रहा है। परंतु इस बैंक में जिला सीमित स्टाफ व आवश्यक संसाधनों की कमी इस बैंक के खाता धारियों के लिए खासतौर परेशानी का कारण बना है। बिजली बंद होने से शाखा में घुप्प अंधेरा छा जाता है, साथ ही आप दिन सर्वर की खराबी के चलते लेन देन में व्यवधान पैदा होता है। बैंक परिसर में ग्राहकों के लिए पीने के पानी की व्यवस्था तक नहीं की गई और न ही किसानों को धूप से बचने की बेहतर व्यवस्था की गई।	[314, 738, 587, 1002]
family-photo	[791, 1232, 984, 1408]
edu-ad-title: कार्यालय जिला शिक्षा अधिकारी नरसिंहपुर	[1176, 1609, 1542, 1636]
jain-story	[23, 1918, 924, 2372]
kalchuri-col1b-text: ज्ञापन में उल्लेख किया गया	[599, 1791, 779, 1820]
edition-part: तेन्दूखेड़ा-	[698, 28, 807, 65]
funeral-headline: गमगीन माहौल में हुआ मां और बेटे का अंतिम संस्कार	[314, 1160, 963, 1200]
school-headline: पूर्व माध्यमिक कन्या शाला में चोरों ने लगाई सेंध	[1174, 1234, 1513, 1257]
pwd-ad-signature	[1395, 2328, 1535, 2359]
table-row	[1155, 2055, 1535, 2084]
pwd-ad-intro: लो.नि.वि. संभाग डिण्डौरी जिला डिण्डौरी के अंतर्गत निम्नलिखित कार्यों की ऑन लाईन निविदा http://www.mptenders.gov.in के माध्यम से आमंत्रित की गई है। कार्य का विस्तृत विवरण वेबसाइट पर देखा जा सकता है –	[1154, 1989, 1537, 2021]
ambulance-traffic-photo	[535, 337, 990, 507]
table-cell: 2000.00	[1373, 2084, 1410, 2131]
edu-ad-subtitle: :: निविदा आमंत्रण सूचना ::	[1301, 1664, 1417, 1677]
motor-col2: स्टार्टर चोर चुरा ले गए और स्थानीय पुलिस शिकायत का इंतजार कर रही है। वहीं पीड़ित किसान कानून के लंबे जाने में न फंसने के कारण चोरी की शिकायत पुलिस थाने तक नहीं कर रहे हैं। हालांकि किसानों द्वारा उक्त घटना की बात क्षेत्रीय सरपंच, जनपद सदस्य और समाजसेवियों से बताई गई। जिसमें जनप्रतिनिधियों ने गोसलपुर थाना प्रभारी को गंभीरता से ध्यान देने की मांग की है। चोरी की लगातार घटनाओं से परेशान किसानों ने कहा है कि शीघ्र ही चोरी की घटनाओं में रोक लगाने के संबंध में जबलपुर पुलिस कप्तान टी.के. विद्यार्थी से मिलकर लिखित आवेदन दिया जाएगा।	[1360, 176, 1541, 392]
